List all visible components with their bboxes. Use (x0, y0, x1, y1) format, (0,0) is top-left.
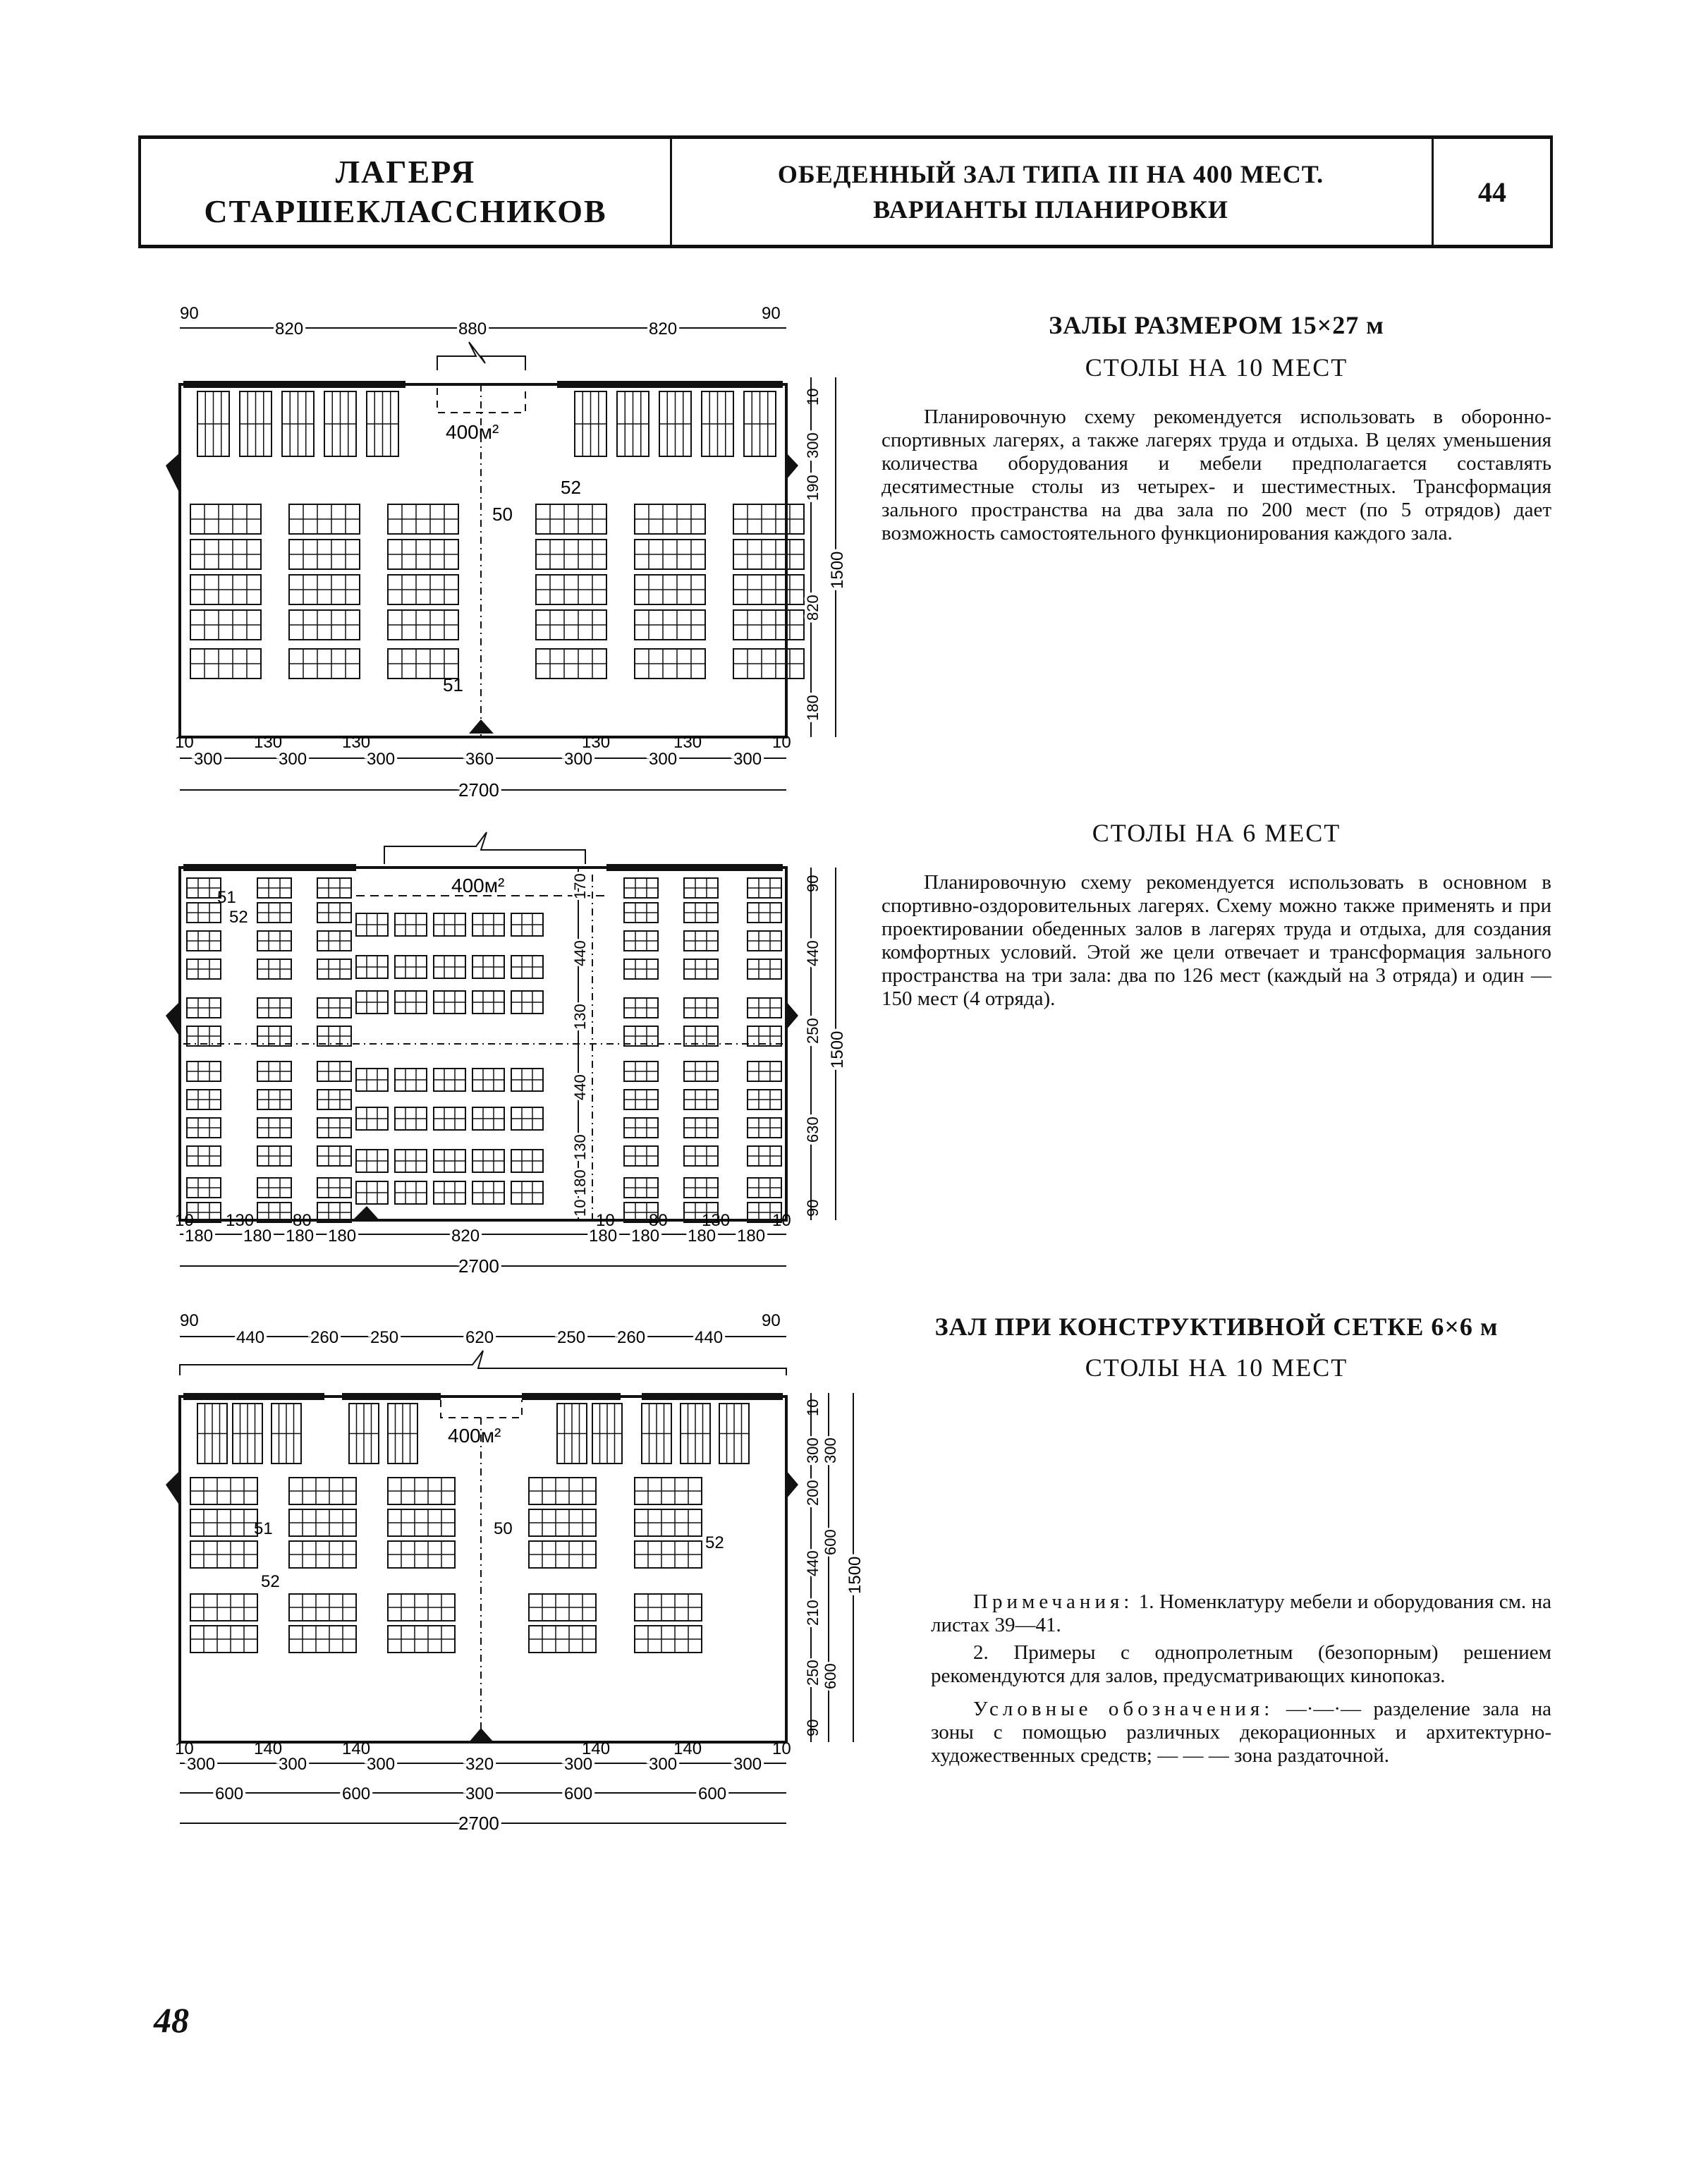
plan3-dim: 250 (370, 1328, 399, 1347)
plan2-serving-extension (384, 832, 585, 864)
plan3-table-mark: 50 (494, 1519, 513, 1538)
plan3-dim: 200 (804, 1480, 822, 1506)
plan3-entrance-arrow (786, 1471, 798, 1499)
plan2-total-dim: 2700 (458, 1255, 499, 1277)
plan1-dim: 820 (649, 320, 678, 339)
header-table (138, 135, 1553, 248)
plan1-total-dim: 2700 (458, 779, 499, 801)
plan1-area-label: 400м² (446, 421, 499, 443)
plan3-dim: 440 (695, 1328, 724, 1347)
plan3-dim: 90 (804, 1719, 822, 1736)
header-section-name (141, 139, 670, 245)
plan1-dim: 820 (275, 320, 304, 339)
plan2-dim: 630 (804, 1117, 822, 1143)
plan2-dim: 180 (688, 1227, 716, 1246)
plan1-dim: 180 (804, 695, 822, 721)
plan2-dim: 440 (804, 940, 822, 966)
plan2-dim: 180 (286, 1227, 315, 1246)
plan3-dim: 90 (180, 1311, 199, 1330)
plan3-dim: 440 (236, 1328, 265, 1347)
plan3-serving-extension (180, 1351, 786, 1375)
plan1-serving-zone (437, 388, 525, 413)
plan3-dim: 440 (804, 1550, 822, 1576)
plan3-dim: 320 (465, 1755, 494, 1774)
legend-heading: Условные обозначения: (973, 1698, 1274, 1720)
plan2-dim: 10 (175, 1211, 194, 1230)
header-sheet-title (670, 139, 1432, 245)
plan3-table-mark: 51 (254, 1519, 273, 1538)
header-left-line2: СТАРШЕКЛАССНИКОВ (204, 193, 607, 229)
page-number: 48 (154, 2000, 189, 2040)
plan1-dim: 130 (254, 733, 283, 752)
plan2-dim: 130 (571, 1134, 589, 1160)
plan1-serving-extension (437, 342, 525, 370)
plan3-area-label: 400м² (448, 1425, 501, 1447)
plan1-dim: 820 (804, 595, 822, 621)
plan2-dim: 130 (226, 1211, 255, 1230)
plan1-dim: 300 (564, 750, 593, 769)
plan2-dim: 180 (737, 1227, 766, 1246)
plan2-table-mark: 51 (217, 888, 236, 907)
plan3-dim: 10 (804, 1399, 822, 1416)
plan1-dim: 130 (673, 733, 702, 752)
plan2-dim: 80 (649, 1211, 668, 1230)
plan3-dim: 210 (804, 1600, 822, 1626)
plan2-dim: 80 (293, 1211, 312, 1230)
plan1-entrance-arrow (469, 719, 494, 734)
plan3-dim: 300 (564, 1755, 593, 1774)
header-sheet-number: 44 (1478, 176, 1506, 208)
plan1-dim: 300 (367, 750, 396, 769)
note-1: 1. Номенклатуру мебели и оборудования см. на листах 39—41. (931, 1590, 1551, 1636)
plan2-dim: 180 (571, 1169, 589, 1195)
plan1-table-mark: 50 (492, 504, 513, 525)
plan3-dim: 620 (465, 1328, 494, 1347)
plan1-drawing (155, 289, 860, 801)
plan2-entrance-arrow (166, 1002, 180, 1037)
plan2-dim: 250 (804, 1018, 822, 1044)
plan3-dim: 250 (557, 1328, 586, 1347)
plan3-dim: 300 (465, 1784, 494, 1803)
plan3-dim: 140 (254, 1739, 283, 1758)
plan1-entrance-arrow (786, 453, 798, 480)
plan2-dim: 10 (772, 1211, 791, 1230)
notes-block (931, 1590, 1551, 1772)
plan3-dim: 600 (822, 1529, 839, 1555)
plan1-dim: 90 (180, 304, 199, 323)
plan3-dim: 140 (582, 1739, 611, 1758)
plan2-dim: 180 (328, 1227, 357, 1246)
plan1-dim: 10 (175, 733, 194, 752)
plan2-entrance-arrow (353, 1206, 379, 1220)
plan2-dim: 130 (702, 1211, 731, 1230)
section1-title: ЗАЛЫ РАЗМЕРОМ 15×27 м (1049, 311, 1384, 339)
plan2-dim: 90 (804, 875, 822, 892)
plan3-total-dim: 2700 (458, 1813, 499, 1834)
plan3-total-dim: 1500 (846, 1556, 865, 1594)
plan2-dim: 10 (571, 1199, 589, 1217)
plan2-dim: 180 (631, 1227, 660, 1246)
plan1-dim: 880 (458, 320, 487, 339)
notes-heading: Примечания: (973, 1590, 1134, 1613)
plan3-dim: 600 (822, 1663, 839, 1689)
plan3-dim: 300 (733, 1755, 762, 1774)
plan3-dim: 300 (367, 1755, 396, 1774)
plan1-dim: 300 (649, 750, 678, 769)
plan3-dim: 90 (762, 1311, 781, 1330)
plan3-table-mark: 52 (705, 1533, 724, 1552)
plan2-entrance-arrow (786, 1002, 798, 1030)
section1-paragraph: Планировочную схему рекомендуется использовать в оборонно-спортивных лагерях, а также лагерях труда и отдыха. В целях уменьшения количества оборудования и мебели предполагается составлять десятиместные столы из четырех- и шестиместных. Трансформация зального пространства на два зала по 200 мест (по 5 отрядов) дает возможность самостоятельного функционирования каждого зала. (882, 406, 1551, 544)
plan1-dim: 300 (733, 750, 762, 769)
plan2-dim: 180 (243, 1227, 272, 1246)
plan3-dim: 600 (215, 1784, 244, 1803)
plan3-dim: 140 (342, 1739, 371, 1758)
plan1-dim: 130 (342, 733, 371, 752)
plan2-dim: 180 (185, 1227, 214, 1246)
plan1-table-mark: 51 (443, 674, 463, 695)
plan3-dim: 260 (617, 1328, 646, 1347)
header-center-line1: ОБЕДЕННЫЙ ЗАЛ ТИПА III НА 400 МЕСТ. (777, 160, 1324, 188)
legend-text: —·—·— разделение зала на зоны с помощью различных декорационных и архитектурно-художественных средств; — — — зона раздаточной. (931, 1698, 1552, 1767)
header-center-line2: ВАРИАНТЫ ПЛАНИРОВКИ (873, 195, 1228, 224)
plan1-dim: 300 (279, 750, 307, 769)
plan1-table-mark: 52 (561, 477, 581, 498)
plan3-serving-zone (441, 1400, 522, 1418)
plan3-dim: 600 (564, 1784, 593, 1803)
note-2: 2. Примеры с однопролетным (безопорным) решением рекомендуются для залов, предусматривающих кинопоказ. (931, 1641, 1551, 1687)
plan2-dim: 10 (596, 1211, 615, 1230)
plan3-entrance-arrow (166, 1471, 180, 1506)
plan2-dim: 130 (571, 1004, 589, 1030)
plan3-dim: 140 (673, 1739, 702, 1758)
plan2-total-dim: 1500 (828, 1030, 847, 1069)
section1-text (882, 406, 1551, 545)
plan1-dim: 90 (762, 304, 781, 323)
section3-subtitle: СТОЛЫ НА 10 МЕСТ (1085, 1353, 1348, 1382)
plan3-drawing (155, 1305, 865, 1841)
plan1-dim: 300 (194, 750, 223, 769)
plan1-dim: 300 (804, 432, 822, 458)
plan3-dim: 300 (804, 1437, 822, 1464)
plan3-dim: 300 (822, 1437, 839, 1464)
section2-paragraph: Планировочную схему рекомендуется использовать в основном в спортивно-оздоровительных лагерях. Схему можно также применять и при проектировании обеденных залов в лагерях труда и отдыха, для создания комфортных условий. Этой же цели отвечает и трансформация зального пространства на три зала: два по 126 мест (каждый на 3 отряда) и один — 150 мест (4 отряда). (882, 871, 1551, 1010)
plan3-dim: 300 (187, 1755, 216, 1774)
plan1-dim: 10 (804, 388, 822, 406)
plan3-entrance-arrow (469, 1728, 494, 1742)
section2-text (882, 871, 1551, 1011)
plan2-dim: 820 (451, 1227, 480, 1246)
plan1-dim: 10 (772, 733, 791, 752)
plan3-dim: 300 (279, 1755, 307, 1774)
plan2-tables (187, 878, 781, 1222)
plan1-total-dim: 1500 (828, 551, 847, 589)
plan1-dim: 360 (465, 750, 494, 769)
section3-title: ЗАЛ ПРИ КОНСТРУКТИВНОЙ СЕТКЕ 6×6 м (934, 1313, 1499, 1341)
plan1-dim: 190 (804, 475, 822, 501)
section2-subtitle: СТОЛЫ НА 6 МЕСТ (1092, 819, 1341, 847)
plan3-dim: 10 (175, 1739, 194, 1758)
plan2-dim: 180 (589, 1227, 618, 1246)
plan2-table-mark: 52 (229, 908, 248, 927)
plan2-drawing (155, 825, 860, 1284)
plan2-dim: 440 (571, 940, 589, 966)
plan3-dim: 300 (649, 1755, 678, 1774)
plan2-area-label: 400м² (451, 875, 505, 896)
plan3-dim: 600 (698, 1784, 727, 1803)
plan2-dim: 440 (571, 1074, 589, 1100)
header-left-line1: ЛАГЕРЯ (335, 154, 476, 190)
plan2-dim: 170 (571, 873, 589, 899)
plan3-dim: 250 (804, 1660, 822, 1686)
plan3-dim: 10 (772, 1739, 791, 1758)
plan3-table-mark: 52 (261, 1572, 280, 1591)
plan1-dim: 130 (582, 733, 611, 752)
plan3-dim: 600 (342, 1784, 371, 1803)
plan2-dim: 90 (804, 1199, 822, 1217)
section1-subtitle: СТОЛЫ НА 10 МЕСТ (1085, 353, 1348, 382)
plan3-dim: 260 (310, 1328, 339, 1347)
plan1-entrance-arrow (166, 453, 180, 494)
